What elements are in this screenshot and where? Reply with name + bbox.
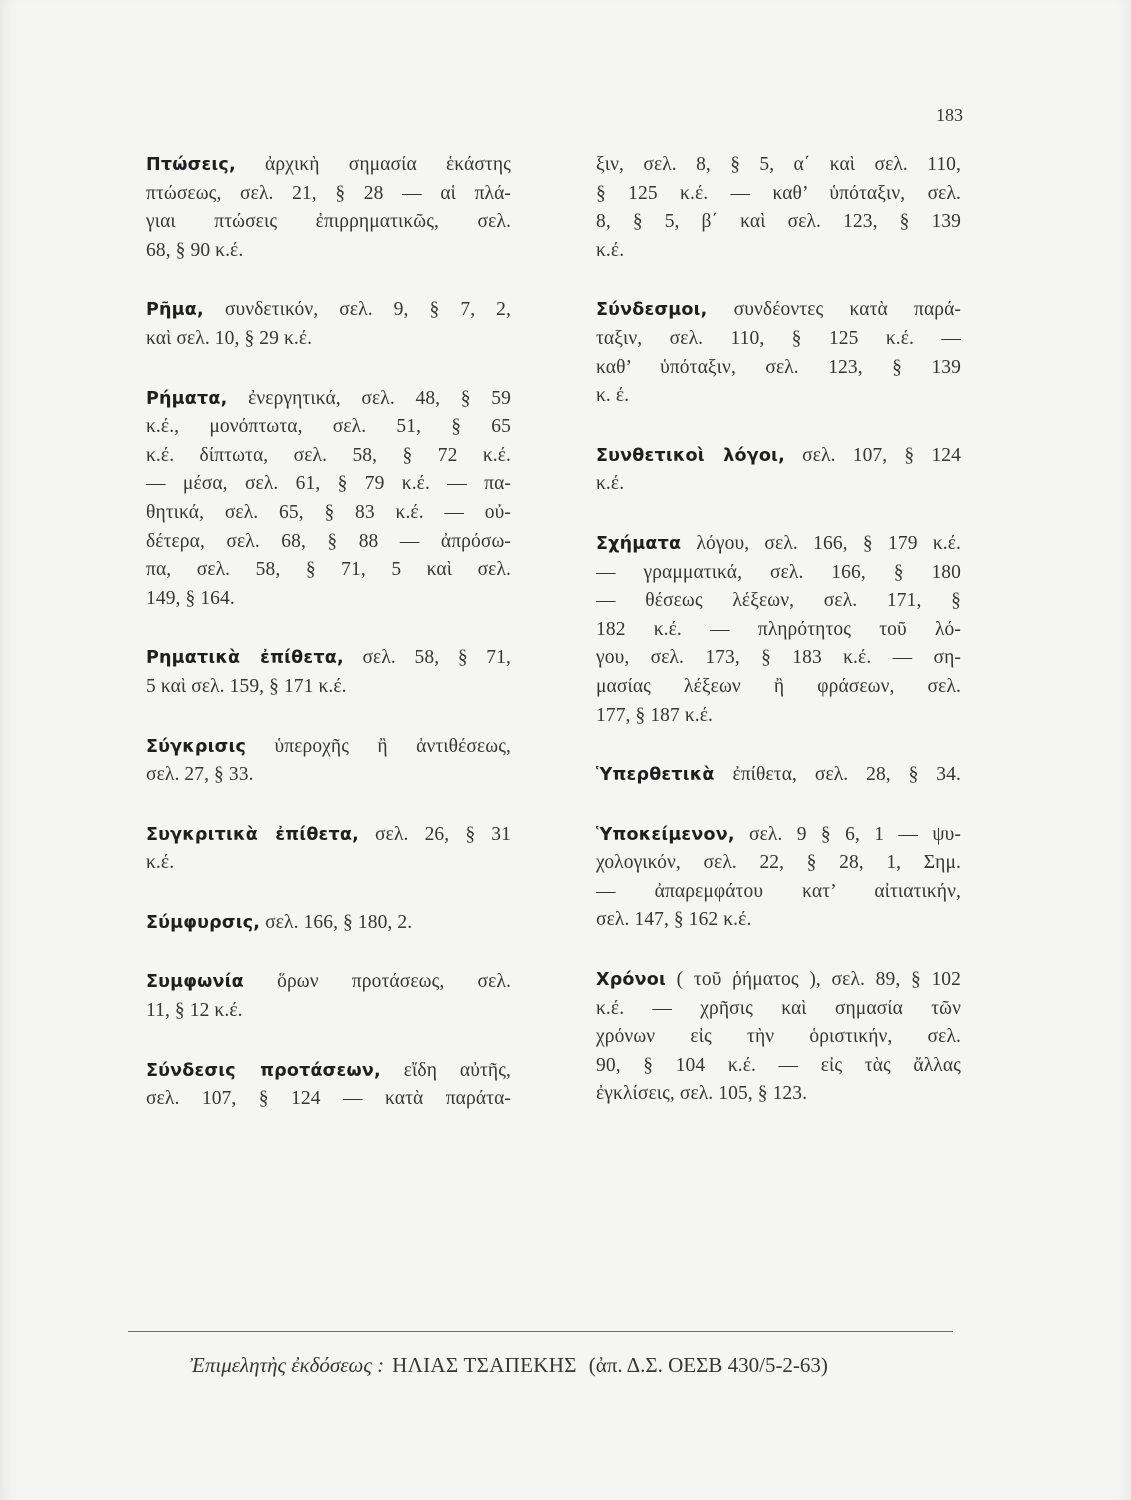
entry-text: ἐπίθετα, σελ. 28, § 34. bbox=[732, 764, 961, 786]
index-entry bbox=[146, 909, 511, 938]
index-entry bbox=[146, 821, 511, 878]
index-entry bbox=[596, 296, 961, 410]
entry-line: πτώσεως, σελ. 21, § 28 — αἱ πλά- bbox=[146, 182, 511, 204]
entry-line: 8, § 5, β΄ καὶ σελ. 123, § 139 bbox=[596, 211, 961, 233]
entry-first-line bbox=[146, 385, 511, 414]
index-entry-continuation bbox=[596, 151, 961, 265]
entry-headword: Σύνδεσις προτάσεων, bbox=[146, 1060, 381, 1081]
entry-text: συνδέοντες κατὰ παρά- bbox=[733, 299, 961, 321]
entry-first-line bbox=[596, 761, 961, 790]
entry-headword: Ρῆμα, bbox=[146, 300, 204, 321]
entry-headword: Χρόνοι bbox=[596, 970, 667, 991]
entry-first-line bbox=[596, 530, 961, 559]
entry-headword: Σύνδεσμοι, bbox=[596, 300, 708, 321]
entry-line: ξιν, σελ. 8, § 5, α΄ καὶ σελ. 110, bbox=[596, 154, 961, 175]
entry-line: πα, σελ. 58, § 71, 5 καὶ σελ. bbox=[146, 559, 511, 581]
entry-line: 149, § 164. bbox=[146, 587, 235, 609]
index-entry bbox=[146, 151, 511, 265]
entry-text: εἴδη αὐτῆς, bbox=[403, 1059, 511, 1081]
entry-line: καὶ σελ. 10, § 29 κ.έ. bbox=[146, 327, 313, 349]
index-entry bbox=[146, 733, 511, 790]
index-entry bbox=[596, 821, 961, 935]
approval-note: (ἀπ. Δ.Σ. ΟΕΣΒ 430/5-2-63) bbox=[588, 1353, 828, 1377]
entry-first-line bbox=[596, 442, 961, 471]
entry-headword: Συγκριτικὰ ἐπίθετα, bbox=[146, 824, 359, 845]
entry-line: κ. έ. bbox=[596, 385, 630, 407]
entry-line: κ.έ. — χρῆσις καὶ σημασία τῶν bbox=[596, 997, 961, 1019]
entry-headword: Σύμφυρσις, bbox=[146, 912, 261, 933]
entry-first-line bbox=[146, 644, 511, 673]
entry-headword: Ρήματα, bbox=[146, 388, 228, 409]
entry-line: — ἀπαρεμφάτου κατ’ αἰτιατικήν, bbox=[596, 880, 961, 902]
entry-text: σελ. 26, § 31 bbox=[375, 823, 511, 845]
entry-line: θητικά, σελ. 65, § 83 κ.έ. — οὐ- bbox=[146, 501, 511, 523]
entry-line: σελ. 107, § 124 — κατὰ παράτα- bbox=[146, 1088, 511, 1110]
editor-label: Ἐπιμελητὴς ἐκδόσεως : bbox=[190, 1353, 385, 1377]
entry-first-line bbox=[146, 909, 511, 938]
entry-line: μασίας λέξεων ἢ φράσεων, σελ. bbox=[596, 675, 961, 697]
entry-text: ἐνεργητικά, σελ. 48, § 59 bbox=[248, 387, 511, 409]
entry-first-line bbox=[596, 821, 961, 850]
entry-headword: Ὑπερθετικὰ bbox=[596, 765, 715, 786]
index-entry bbox=[596, 442, 961, 499]
entry-first-line bbox=[146, 821, 511, 850]
entry-text: ἀρχικὴ σημασία ἑκάστης bbox=[265, 154, 511, 175]
entry-text: λόγου, σελ. 166, § 179 κ.έ. bbox=[696, 532, 961, 554]
entry-line: — μέσα, σελ. 61, § 79 κ.έ. — πα- bbox=[146, 473, 511, 495]
index-entry bbox=[146, 385, 511, 614]
entry-first-line bbox=[596, 296, 961, 325]
entry-text: σελ. 166, § 180, 2. bbox=[265, 911, 413, 933]
entry-first-line bbox=[146, 151, 511, 180]
index-entry bbox=[596, 761, 961, 790]
entry-text: σελ. 58, § 71, bbox=[362, 647, 511, 669]
entry-line: 5 καὶ σελ. 159, § 171 κ.έ. bbox=[146, 675, 347, 697]
entry-text: ὑπεροχῆς ἢ ἀντιθέσεως, bbox=[274, 735, 512, 757]
entry-line: χρόνων εἰς τὴν ὁριστικήν, σελ. bbox=[596, 1026, 961, 1048]
index-entry bbox=[596, 966, 961, 1109]
entry-line: — γραμματικά, σελ. 166, § 180 bbox=[596, 561, 961, 583]
entry-first-line bbox=[146, 733, 511, 762]
entry-line: κ.έ. bbox=[596, 473, 625, 495]
page-number: 183 bbox=[936, 105, 963, 125]
entry-line: σελ. 147, § 162 κ.έ. bbox=[596, 909, 752, 931]
entry-headword: Ὑποκείμενον, bbox=[596, 824, 735, 845]
entry-line: § 125 κ.έ. — καθ’ ὑπόταξιν, σελ. bbox=[596, 182, 961, 204]
index-entry bbox=[146, 968, 511, 1025]
entry-line: 68, § 90 κ.έ. bbox=[146, 239, 244, 261]
index-column-right bbox=[596, 151, 961, 1140]
entry-text: ( τοῦ ῥήματος ), σελ. 89, § 102 bbox=[676, 969, 961, 991]
entry-line: χολογικόν, σελ. 22, § 28, 1, Σημ. bbox=[596, 852, 961, 874]
footer-credit bbox=[190, 1352, 828, 1378]
footer-rule bbox=[128, 1331, 953, 1332]
entry-line: — θέσεως λέξεων, σελ. 171, § bbox=[596, 590, 961, 612]
entry-line: ἐγκλίσεις, σελ. 105, § 123. bbox=[596, 1083, 808, 1105]
entry-line: 90, § 104 κ.έ. — εἰς τὰς ἄλλας bbox=[596, 1054, 961, 1076]
entry-first-line bbox=[146, 1057, 511, 1086]
entry-text: ὅρων προτάσεως, σελ. bbox=[277, 971, 511, 993]
index-entry bbox=[596, 530, 961, 730]
index-entry bbox=[146, 1057, 511, 1114]
entry-headword: Σύγκρισις bbox=[146, 736, 247, 757]
entry-headword: Πτώσεις, bbox=[146, 155, 236, 175]
entry-headword: Συνθετικοὶ λόγοι, bbox=[596, 445, 785, 466]
entry-first-line bbox=[596, 966, 961, 995]
editor-name: ΗΛΙΑΣ ΤΣΑΠΕΚΗΣ bbox=[392, 1353, 577, 1377]
entry-line: γιαι πτώσεις ἐπιρρηματικῶς, σελ. bbox=[146, 211, 511, 233]
entry-text: σελ. 9 § 6, 1 — ψυ- bbox=[749, 823, 961, 845]
entry-text: σελ. 107, § 124 bbox=[802, 444, 961, 466]
index-entry bbox=[146, 644, 511, 701]
entry-line: σελ. 27, § 33. bbox=[146, 764, 254, 786]
entry-headword: Σχήματα bbox=[596, 533, 682, 554]
entry-line: κ.έ. bbox=[596, 239, 625, 261]
entry-line: 182 κ.έ. — πληρότητος τοῦ λό- bbox=[596, 618, 961, 640]
entry-first-line bbox=[146, 968, 511, 997]
entry-line: δέτερα, σελ. 68, § 88 — ἀπρόσω- bbox=[146, 530, 511, 552]
entry-line: κ.έ. δίπτωτα, σελ. 58, § 72 κ.έ. bbox=[146, 444, 511, 466]
entry-headword: Συμφωνία bbox=[146, 972, 244, 993]
entry-headword: Ρηματικὰ ἐπίθετα, bbox=[146, 648, 344, 669]
index-column-left bbox=[146, 151, 511, 1145]
entry-line: κ.έ. bbox=[146, 852, 175, 874]
entry-first-line bbox=[146, 296, 511, 325]
entry-line: καθ’ ὑπόταξιν, σελ. 123, § 139 bbox=[596, 356, 961, 378]
entry-line: 177, § 187 κ.έ. bbox=[596, 704, 714, 726]
entry-line: γου, σελ. 173, § 183 κ.έ. — ση- bbox=[596, 647, 961, 669]
entry-text: συνδετικόν, σελ. 9, § 7, 2, bbox=[224, 299, 512, 321]
entry-line: ταξιν, σελ. 110, § 125 κ.έ. — bbox=[596, 327, 961, 349]
index-entry bbox=[146, 296, 511, 353]
entry-line: 11, § 12 κ.έ. bbox=[146, 1000, 243, 1022]
entry-line: κ.έ., μονόπτωτα, σελ. 51, § 65 bbox=[146, 416, 511, 438]
